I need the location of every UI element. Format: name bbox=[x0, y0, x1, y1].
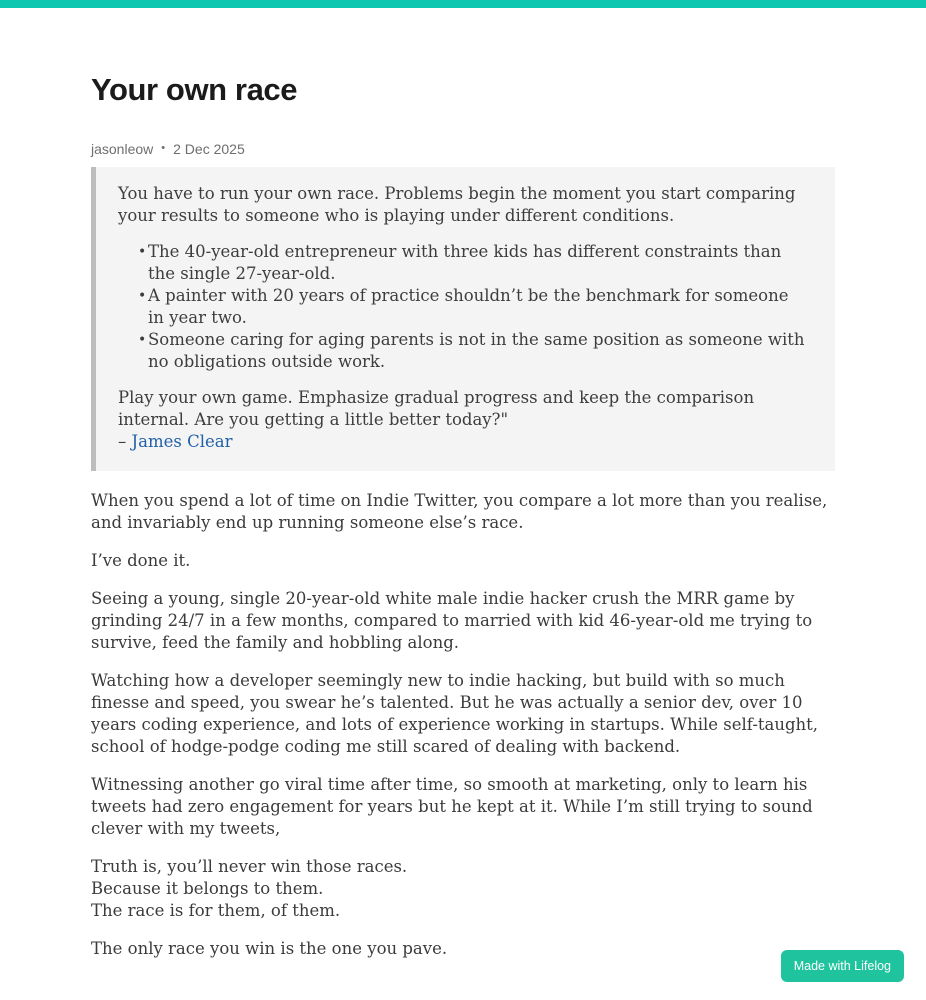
content-column bbox=[91, 8, 835, 1000]
attribution-dash: – bbox=[118, 431, 132, 451]
paragraph: I’ve done it. bbox=[91, 550, 191, 570]
brand-accent-bar bbox=[0, 0, 926, 8]
paragraph-line: The race is for them, of them. bbox=[91, 900, 341, 920]
paragraph-line: Truth is, you’ll never win those races. bbox=[91, 856, 408, 876]
page-title: Your own race bbox=[91, 72, 298, 107]
made-with-lifelog-button[interactable]: Made with Lifelog bbox=[781, 950, 904, 983]
quote-bullet-item: • Someone caring for aging parents is not in the same position as someone with no obligations outside work. bbox=[138, 329, 809, 373]
paragraph: Seeing a young, single 20-year-old white male indie hacker crush the MRR game by grinding 24/7 in a few months, compared to married with kid 46-year-old me trying to survive, feed the family and hobbling along. bbox=[91, 588, 813, 652]
quote-outro: Play your own game. Emphasize gradual progress and keep the comparison internal. Are you getting a little better today?" bbox=[118, 387, 755, 429]
byline bbox=[91, 141, 835, 157]
paragraph: When you spend a lot of time on Indie Twitter, you compare a lot more than you realise, and invariably end up running someone else’s race. bbox=[91, 490, 828, 532]
quote-intro: You have to run your own race. Problems begin the moment you start comparing your results to someone who is playing under different conditions. bbox=[118, 183, 796, 225]
post-date: 2 Dec 2025 bbox=[173, 140, 245, 157]
byline-dot-separator: • bbox=[161, 142, 166, 155]
paragraph-line: Because it belongs to them. bbox=[91, 878, 324, 898]
quote-bullet-item: • The 40-year-old entrepreneur with three kids has different constraints than the single 27-year-old. bbox=[138, 241, 809, 285]
author-link[interactable]: jasonleow bbox=[91, 140, 154, 157]
paragraph: Watching how a developer seemingly new to indie hacking, but build with so much finesse and speed, you swear he’s talented. But he was actually a senior dev, over 10 years coding experience, and lots of experience working in startups. While self-taught, school of hodge-podge coding me still scared of dealing with backend. bbox=[91, 670, 819, 756]
quote-block bbox=[91, 167, 835, 471]
quote-bullet-item: • A painter with 20 years of practice shouldn’t be the benchmark for someone in year two. bbox=[138, 285, 809, 329]
paragraph-multiline bbox=[91, 856, 835, 922]
quote-attribution bbox=[118, 431, 809, 453]
james-clear-link[interactable]: James Clear bbox=[131, 431, 233, 451]
quote-bullet-list bbox=[118, 241, 809, 373]
paragraph: The only race you win is the one you pave. bbox=[91, 938, 448, 958]
article-body bbox=[91, 490, 835, 1000]
paragraph: Witnessing another go viral time after time, so smooth at marketing, only to learn his tweets had zero engagement for years but he kept at it. While I’m still trying to sound clever with my tweets, bbox=[91, 774, 813, 838]
